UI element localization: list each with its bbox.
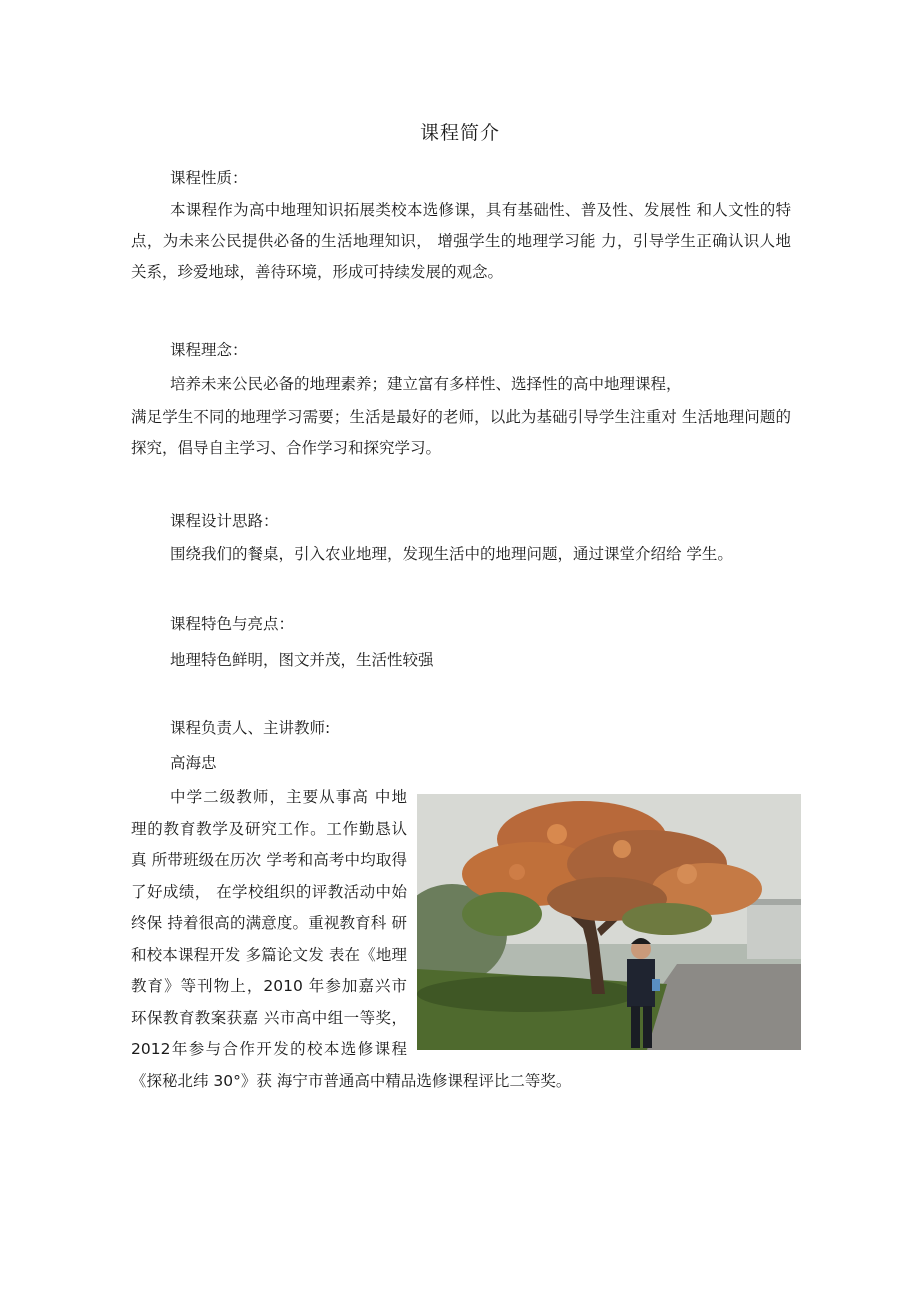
nature-paragraph: 本课程作为高中地理知识拓展类校本选修课，具有基础性、普及性、发展性 和人文性的特点，为未来公民提供必备的生活地理知识， 增强学生的地理学习能 力，引导学生正确认识人地关系，珍爱地球，善待环境，形成可持续发展的观念。 xyxy=(131,201,791,281)
page-title: 课程简介 xyxy=(419,122,500,144)
concept-label: 课程理念： xyxy=(170,341,248,359)
teacher-label: 课程负责人、主讲教师: xyxy=(170,719,331,737)
feature-text: 地理特色鲜明，图文并茂，生活性较强 xyxy=(170,651,434,669)
concept-first-line: 培养未来公民必备的地理素养；建立富有多样性、选择性的高中地理课程， xyxy=(170,375,682,393)
feature-label: 课程特色与亮点： xyxy=(170,615,295,633)
teacher-bio-block xyxy=(131,782,801,1097)
nature-label: 课程性质： xyxy=(170,169,248,187)
teacher-name: 高海忠 xyxy=(170,754,217,772)
design-label: 课程设计思路： xyxy=(170,512,279,530)
concept-paragraph: 满足学生不同的地理学习需要；生活是最好的老师，以此为基础引导学生注重对 生活地理问题的探究，倡导自主学习、合作学习和探究学习。 xyxy=(131,408,791,457)
teacher-bio: 中学二级教师，主要从事高 中地理的教育教学及研究工作。工作勤恳认真 所带班级在历次 学考和高考中均取得了好成绩， 在学校组织的评教活动中始终保 持着很高的满意度。重视教育科 研和校本课程开发 多篇论文发 表在《地理教育》等刊物上，2010 年参加嘉兴市环保教育教案获嘉 兴市高中组一等奖，2012年参与合作开发的校本选修课程《探秘北纬 30°》获 海宁市普通高中精品选修课程评比二等奖。 xyxy=(131,788,572,1090)
design-text: 围绕我们的餐桌，引入农业地理，发现生活中的地理问题，通过课堂介绍给 学生。 xyxy=(170,545,733,563)
teacher-photo xyxy=(417,794,801,1050)
